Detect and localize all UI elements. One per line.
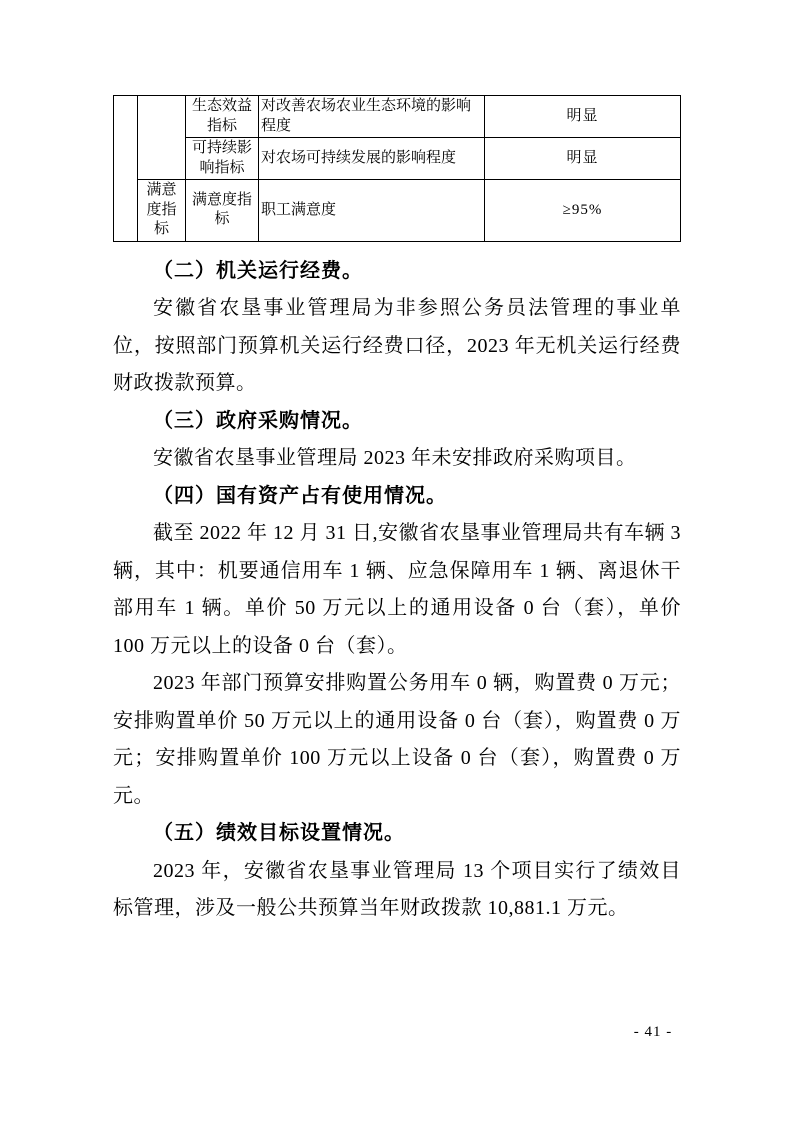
table-cell-description: 对改善农场农业生态环境的影响程度 <box>259 96 485 138</box>
section-heading-4: （四）国有资产占有使用情况。 <box>153 484 447 507</box>
section-heading-5: （五）绩效目标设置情况。 <box>153 822 405 844</box>
table-cell-value: 明显 <box>485 96 681 138</box>
table-cell-spacer <box>114 96 138 242</box>
section-3-paragraph: 安徽省农垦事业管理局 2023 年未安排政府采购项目。 <box>153 447 637 469</box>
section-4-paragraph-1: 截至 2022 年 12 月 31 日,安徽省农垦事业管理局共有车辆 3 辆，其中：机要通信用车 1 辆、应急保障用车 1 辆、离退休干部用车 1 辆。单价 50 万元以上的通用设备 0 台（套），单价 100 万元以上的设备 0 台（套）。 <box>113 522 681 657</box>
table-row <box>114 138 681 180</box>
table-row <box>114 180 681 242</box>
table-cell-description: 职工满意度 <box>259 180 485 242</box>
table-cell-category: 满意度指标 <box>186 180 259 242</box>
section-4-paragraph-2: 2023 年部门预算安排购置公务用车 0 辆，购置费 0 万元；安排购置单价 50 万元以上的通用设备 0 台（套），购置费 0 万元；安排购置单价 100 万元以上设备 0 台（套），购置费 0 万元。 <box>113 672 681 807</box>
section-2-paragraph: 安徽省农垦事业管理局为非参照公务员法管理的事业单位，按照部门预算机关运行经费口径，2023 年无机关运行经费财政拨款预算。 <box>113 297 681 394</box>
table-cell-group-empty <box>138 96 186 180</box>
table-cell-description: 对农场可持续发展的影响程度 <box>259 138 485 180</box>
section-heading-3: （三）政府采购情况。 <box>153 409 363 432</box>
table-cell-category: 可持续影响指标 <box>186 138 259 180</box>
table-cell-category: 生态效益指标 <box>186 96 259 138</box>
section-heading-2: （二）机关运行经费。 <box>153 259 363 282</box>
section-5-paragraph: 2023 年，安徽省农垦事业管理局 13 个项目实行了绩效目标管理，涉及一般公共预算当年财政拨款 10,881.1 万元。 <box>113 859 681 919</box>
table-row <box>114 96 681 138</box>
performance-indicator-table <box>113 95 681 242</box>
page-number: - 41 - <box>633 1024 673 1040</box>
page-content <box>113 95 681 928</box>
table-cell-group: 满意度指标 <box>138 180 186 242</box>
table-cell-value: 明显 <box>485 138 681 180</box>
document-body <box>113 253 681 928</box>
table-cell-value: ≥95% <box>485 180 681 242</box>
